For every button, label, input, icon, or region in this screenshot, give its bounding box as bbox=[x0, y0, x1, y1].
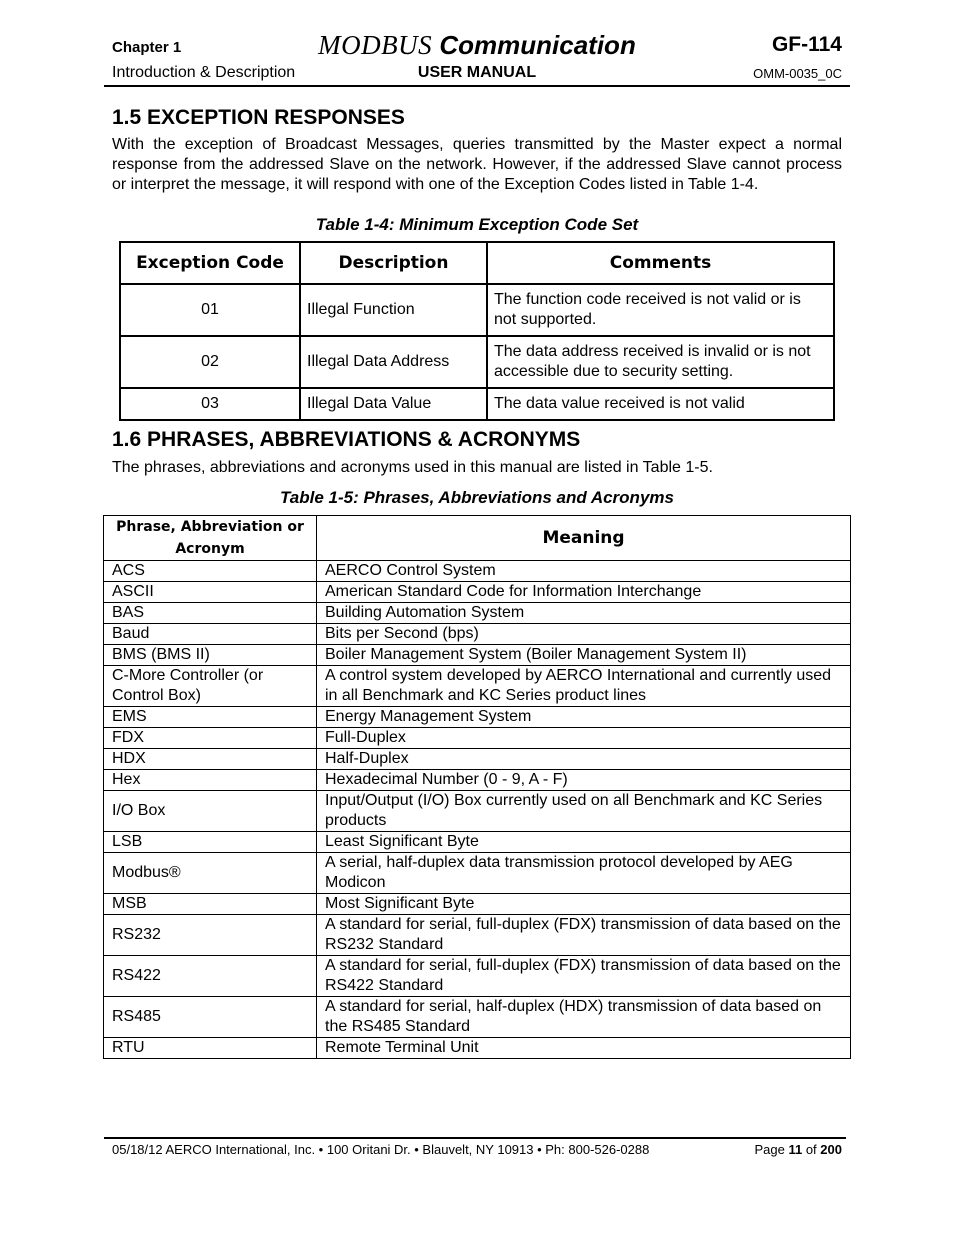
section-heading-phrases: 1.6 PHRASES, ABBREVIATIONS & ACRONYMS bbox=[112, 428, 581, 451]
page-of: of bbox=[802, 1142, 821, 1157]
acronym-term: MSB bbox=[104, 894, 317, 915]
acronym-meaning: A standard for serial, full-duplex (FDX) transmission of data based on the RS422 Standard bbox=[317, 956, 851, 997]
table-row bbox=[104, 561, 851, 582]
table-row bbox=[104, 728, 851, 749]
table-row bbox=[104, 582, 851, 603]
table-row bbox=[104, 915, 851, 956]
acronym-term: I/O Box bbox=[104, 791, 317, 832]
exception-comments: The function code received is not valid or is not supported. bbox=[487, 284, 834, 336]
table-row bbox=[120, 336, 834, 388]
exception-code: 01 bbox=[120, 284, 300, 336]
acronym-term: Baud bbox=[104, 624, 317, 645]
acronym-term: RS485 bbox=[104, 997, 317, 1038]
table-row bbox=[104, 666, 851, 707]
header-meaning: Meaning bbox=[317, 516, 851, 561]
exception-description: Illegal Data Value bbox=[300, 388, 487, 420]
footer-company-info: 05/18/12 AERCO International, Inc. • 100 Oritani Dr. • Blauvelt, NY 10913 • Ph: 800-526-0288 bbox=[112, 1142, 650, 1157]
table-row bbox=[104, 770, 851, 791]
acronym-meaning: A standard for serial, half-duplex (HDX) transmission of data based on the RS485 Standard bbox=[317, 997, 851, 1038]
acronym-term: RS422 bbox=[104, 956, 317, 997]
exception-comments: The data address received is invalid or is not accessible due to security setting. bbox=[487, 336, 834, 388]
acronym-table bbox=[103, 515, 851, 1059]
acronym-meaning: A standard for serial, full-duplex (FDX) transmission of data based on the RS232 Standard bbox=[317, 915, 851, 956]
header-description: Description bbox=[300, 242, 487, 284]
table-1-5-caption: Table 1-5: Phrases, Abbreviations and Acronyms bbox=[280, 488, 674, 507]
table-row bbox=[104, 624, 851, 645]
title-modbus: MODBUS bbox=[318, 30, 433, 60]
acronym-meaning: Building Automation System bbox=[317, 603, 851, 624]
exception-comments: The data value received is not valid bbox=[487, 388, 834, 420]
acronym-term: Modbus® bbox=[104, 853, 317, 894]
acronym-term: BAS bbox=[104, 603, 317, 624]
table-1-4-caption: Table 1-4: Minimum Exception Code Set bbox=[315, 215, 639, 234]
table-row bbox=[104, 603, 851, 624]
acronym-meaning: Hexadecimal Number (0 - 9, A - F) bbox=[317, 770, 851, 791]
header-comments: Comments bbox=[487, 242, 834, 284]
header-phrase: Phrase, Abbreviation or Acronym bbox=[104, 516, 317, 561]
table-header-row bbox=[104, 516, 851, 561]
acronym-term: FDX bbox=[104, 728, 317, 749]
table-row bbox=[104, 853, 851, 894]
page-total: 200 bbox=[820, 1142, 842, 1157]
table-row bbox=[104, 645, 851, 666]
table-header-row bbox=[120, 242, 834, 284]
acronym-meaning: Least Significant Byte bbox=[317, 832, 851, 853]
title-communication: Communication bbox=[439, 30, 636, 60]
page-current: 11 bbox=[788, 1142, 803, 1157]
exception-description: Illegal Function bbox=[300, 284, 487, 336]
table-row bbox=[104, 894, 851, 915]
table-row bbox=[104, 791, 851, 832]
acronym-meaning: Half-Duplex bbox=[317, 749, 851, 770]
acronym-term: C-More Controller (or Control Box) bbox=[104, 666, 317, 707]
acronym-meaning: Remote Terminal Unit bbox=[317, 1038, 851, 1059]
table-row bbox=[120, 388, 834, 420]
omm-number: OMM-0035_0C bbox=[753, 66, 842, 81]
phrases-intro-paragraph: The phrases, abbreviations and acronyms used in this manual are listed in Table 1-5. bbox=[112, 459, 713, 476]
exception-code: 02 bbox=[120, 336, 300, 388]
header-divider bbox=[104, 85, 850, 87]
acronym-term: EMS bbox=[104, 707, 317, 728]
acronym-term: RS232 bbox=[104, 915, 317, 956]
acronym-term: BMS (BMS II) bbox=[104, 645, 317, 666]
acronym-meaning: AERCO Control System bbox=[317, 561, 851, 582]
footer-page-number bbox=[754, 1142, 842, 1157]
acronym-meaning: Bits per Second (bps) bbox=[317, 624, 851, 645]
acronym-meaning: Most Significant Byte bbox=[317, 894, 851, 915]
page-prefix: Page bbox=[754, 1142, 789, 1157]
table-row bbox=[120, 284, 834, 336]
table-row bbox=[104, 956, 851, 997]
acronym-meaning: Energy Management System bbox=[317, 707, 851, 728]
table-row bbox=[104, 749, 851, 770]
exception-description: Illegal Data Address bbox=[300, 336, 487, 388]
acronym-term: RTU bbox=[104, 1038, 317, 1059]
acronym-meaning: Boiler Management System (Boiler Management System II) bbox=[317, 645, 851, 666]
table-row bbox=[104, 832, 851, 853]
acronym-meaning: Input/Output (I/O) Box currently used on all Benchmark and KC Series products bbox=[317, 791, 851, 832]
acronym-term: Hex bbox=[104, 770, 317, 791]
header-exception-code: Exception Code bbox=[120, 242, 300, 284]
acronym-term: LSB bbox=[104, 832, 317, 853]
acronym-meaning: A serial, half-duplex data transmission protocol developed by AEG Modicon bbox=[317, 853, 851, 894]
section-heading-exception-responses: 1.5 EXCEPTION RESPONSES bbox=[112, 106, 405, 129]
exception-code: 03 bbox=[120, 388, 300, 420]
acronym-meaning: A control system developed by AERCO International and currently used in all Benchmark and KC Series product lines bbox=[317, 666, 851, 707]
doc-number: GF-114 bbox=[771, 33, 842, 56]
acronym-term: ACS bbox=[104, 561, 317, 582]
table-row bbox=[104, 707, 851, 728]
acronym-term: ASCII bbox=[104, 582, 317, 603]
footer-divider bbox=[104, 1137, 846, 1139]
manual-label: USER MANUAL bbox=[417, 64, 537, 81]
table-row bbox=[104, 997, 851, 1038]
exception-code-table bbox=[119, 241, 835, 421]
acronym-term: HDX bbox=[104, 749, 317, 770]
section-name: Introduction & Description bbox=[112, 64, 296, 81]
exception-intro-paragraph: With the exception of Broadcast Messages, queries transmitted by the Master expect a normal response from the addressed Slave on the network. However, if the addressed Slave cannot process or interpret the message, it will respond with one of the Exception Codes listed in Table 1-4. bbox=[112, 136, 842, 193]
acronym-meaning: Full-Duplex bbox=[317, 728, 851, 749]
acronym-meaning: American Standard Code for Information Interchange bbox=[317, 582, 851, 603]
table-row bbox=[104, 1038, 851, 1059]
chapter-label: Chapter 1 bbox=[112, 39, 182, 56]
